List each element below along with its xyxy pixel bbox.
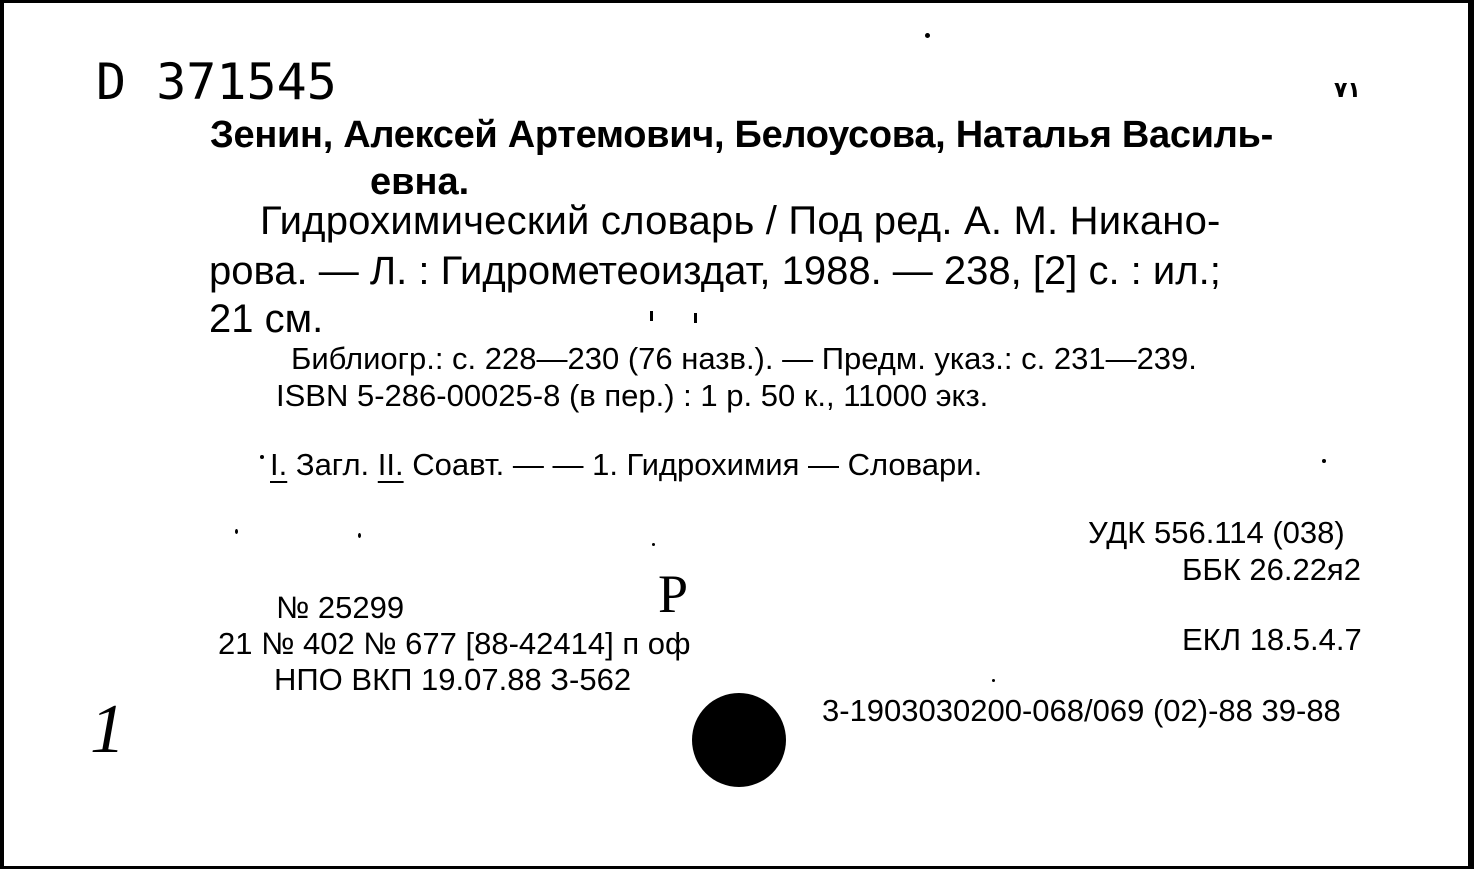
stray-dot [1322,459,1326,463]
handwritten-mark: 1 [90,691,125,768]
udk-code: УДК 556.114 (038) [1088,515,1345,550]
title-line-3: 21 см. [209,297,324,341]
title-line-1: Гидрохимический словарь / Под ред. А. М. Никано- [260,199,1221,243]
author-line-2: евна. [370,161,470,203]
tracing-part-1: I. [270,447,288,482]
stray-dot [652,543,655,546]
stray-dot [925,33,930,38]
tracing-part-4: Соавт. — — 1. Гидрохимия — Словари. [403,447,983,482]
ekl-code: ЕКЛ 18.5.4.7 [1182,622,1362,657]
stray-dot [358,533,361,538]
stray-mark [650,311,653,321]
isbn-code: 3-1903030200-068/069 (02)-88 39-88 [822,693,1341,728]
call-number: D 371545 [96,53,337,111]
stray-dot [992,679,995,682]
notes-line-1: Библиогр.: с. 228—230 (76 назв.). — Предм. указ.: с. 231—239. [291,341,1197,376]
stray-dot [260,455,264,459]
stray-mark [694,313,697,323]
punch-hole [692,693,786,787]
order-line-2: 21 № 402 № 677 [88-42414] п оф [218,626,691,661]
title-line-2: рова. — Л. : Гидрометеоиздат, 1988. — 238, [2] с. : ил.; [209,249,1221,293]
corner-mark: ۷۱ [1334,77,1361,102]
tracing-line [270,449,982,480]
letter-p: Р [658,564,689,624]
order-line-1: № 25299 [276,590,405,625]
tracing-part-2: Загл. [287,447,378,482]
stray-dot [235,529,238,534]
notes-line-2: ISBN 5-286-00025-8 (в пер.) : 1 р. 50 к., 11000 экз. [276,378,989,413]
author-line-1: Зенин, Алексей Артемович, Белоусова, Наталья Василь- [210,114,1273,156]
order-line-3: НПО ВКП 19.07.88 З-562 [274,662,632,697]
bbk-code: ББК 26.22я2 [1182,552,1361,587]
tracing-part-3: II. [377,447,404,482]
